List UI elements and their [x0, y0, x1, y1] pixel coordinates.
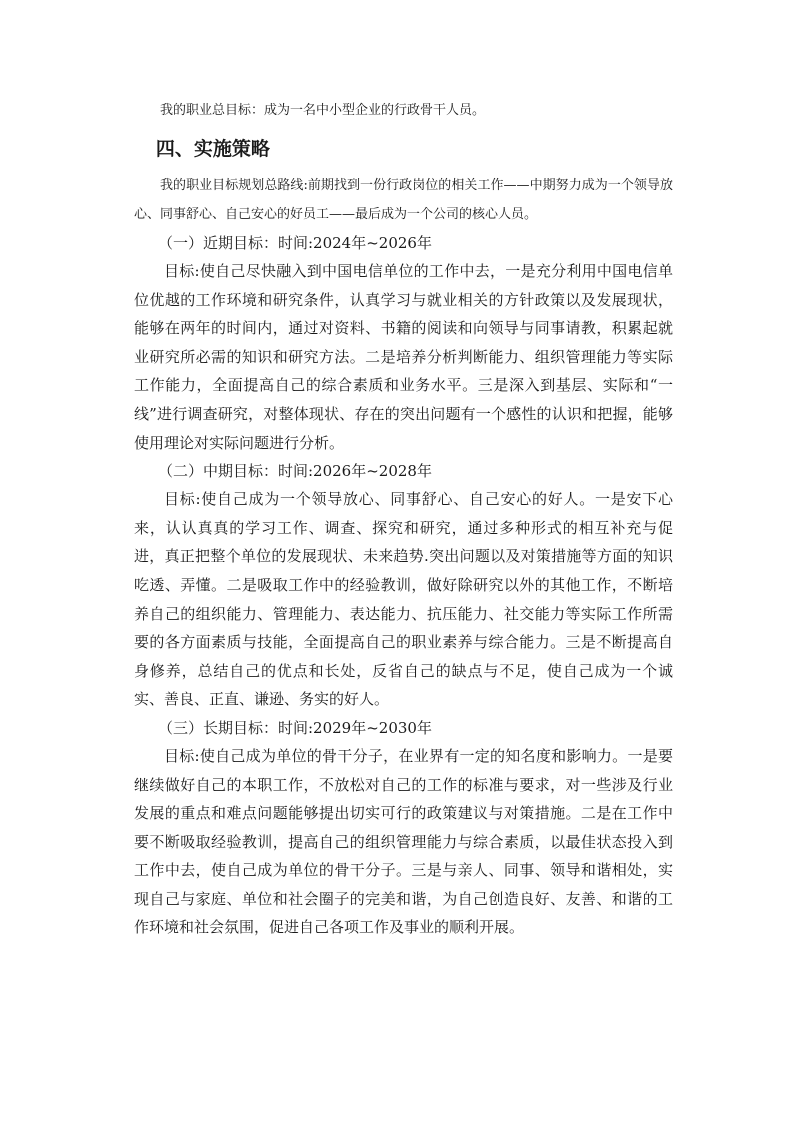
document-content — [134, 96, 673, 942]
short-term-goal-body: 目标:使自己尽快融入到中国电信单位的工作中去，一是充分利用中国电信单位优越的工作环境和研究条件，认真学习与就业相关的方针政策以及发展现状，能够在两年的时间内，通过对资料、书籍的阅读和向领导与同事请教，积累起就业研究所必需的知识和研究方法。二是培养分析判断能力、组织管理能力等实际工作能力，全面提高自己的综合素质和业务水平。三是深入到基层、实际和“一线”进行调查研究，对整体现状、存在的突出问题有一个感性的认识和把握，能够使用理论对实际问题进行分析。 — [134, 262, 673, 452]
long-term-goal-heading: （三）长期目标：时间:2029年~2030年 — [158, 718, 432, 737]
career-total-goal: 我的职业总目标：成为一名中小型企业的行政骨干人员。 — [160, 103, 486, 118]
long-term-goal-body: 目标:使自己成为单位的骨干分子，在业界有一定的知名度和影响力。一是要继续做好自己的本职工作，不放松对自己的工作的标准与要求，对一些涉及行业发展的重点和难点问题能够提出切实可行的政策建议与对策措施。二是在工作中要不断吸取经验教训，提高自己的组织管理能力与综合素质，以最佳状态投入到工作中去，使自己成为单位的骨干分子。三是与亲人、同事、领导和谐相处，实现自己与家庭、单位和社会圈子的完美和谐，为自己创造良好、友善、和谐的工作环境和社会氛围，促进自己各项工作及事业的顺利开展。 — [134, 746, 673, 937]
mid-term-goal-body: 目标:使自己成为一个领导放心、同事舒心、自己安心的好人。一是安下心来，认认真真的学习工作、调查、探究和研究，通过多种形式的相互补充与促进，真正把整个单位的发展现状、未来趋势.突出问题以及对策措施等方面的知识吃透、弄懂。二是吸取工作中的经验教训，做好除研究以外的其他工作，不断培养自己的组织能力、管理能力、表达能力、抗压能力、社交能力等实际工作所需要的各方面素质与技能，全面提高自己的职业素养与综合能力。三是不断提高自身修养，总结自己的优点和长处，反省自己的缺点与不足，使自己成为一个诚实、善良、正直、谦逊、务实的好人。 — [134, 490, 673, 709]
mid-term-goal-heading: （二）中期目标：时间:2026年~2028年 — [158, 462, 432, 481]
career-route: 我的职业目标规划总路线:前期找到一份行政岗位的相关工作——中期努力成为一个领导放心、同事舒心、自己安心的好员工——最后成为一个公司的核心人员。 — [134, 178, 673, 222]
section-title: 四、实施策略 — [155, 138, 270, 160]
short-term-goal-heading: （一）近期目标：时间:2024年~2026年 — [158, 234, 432, 252]
